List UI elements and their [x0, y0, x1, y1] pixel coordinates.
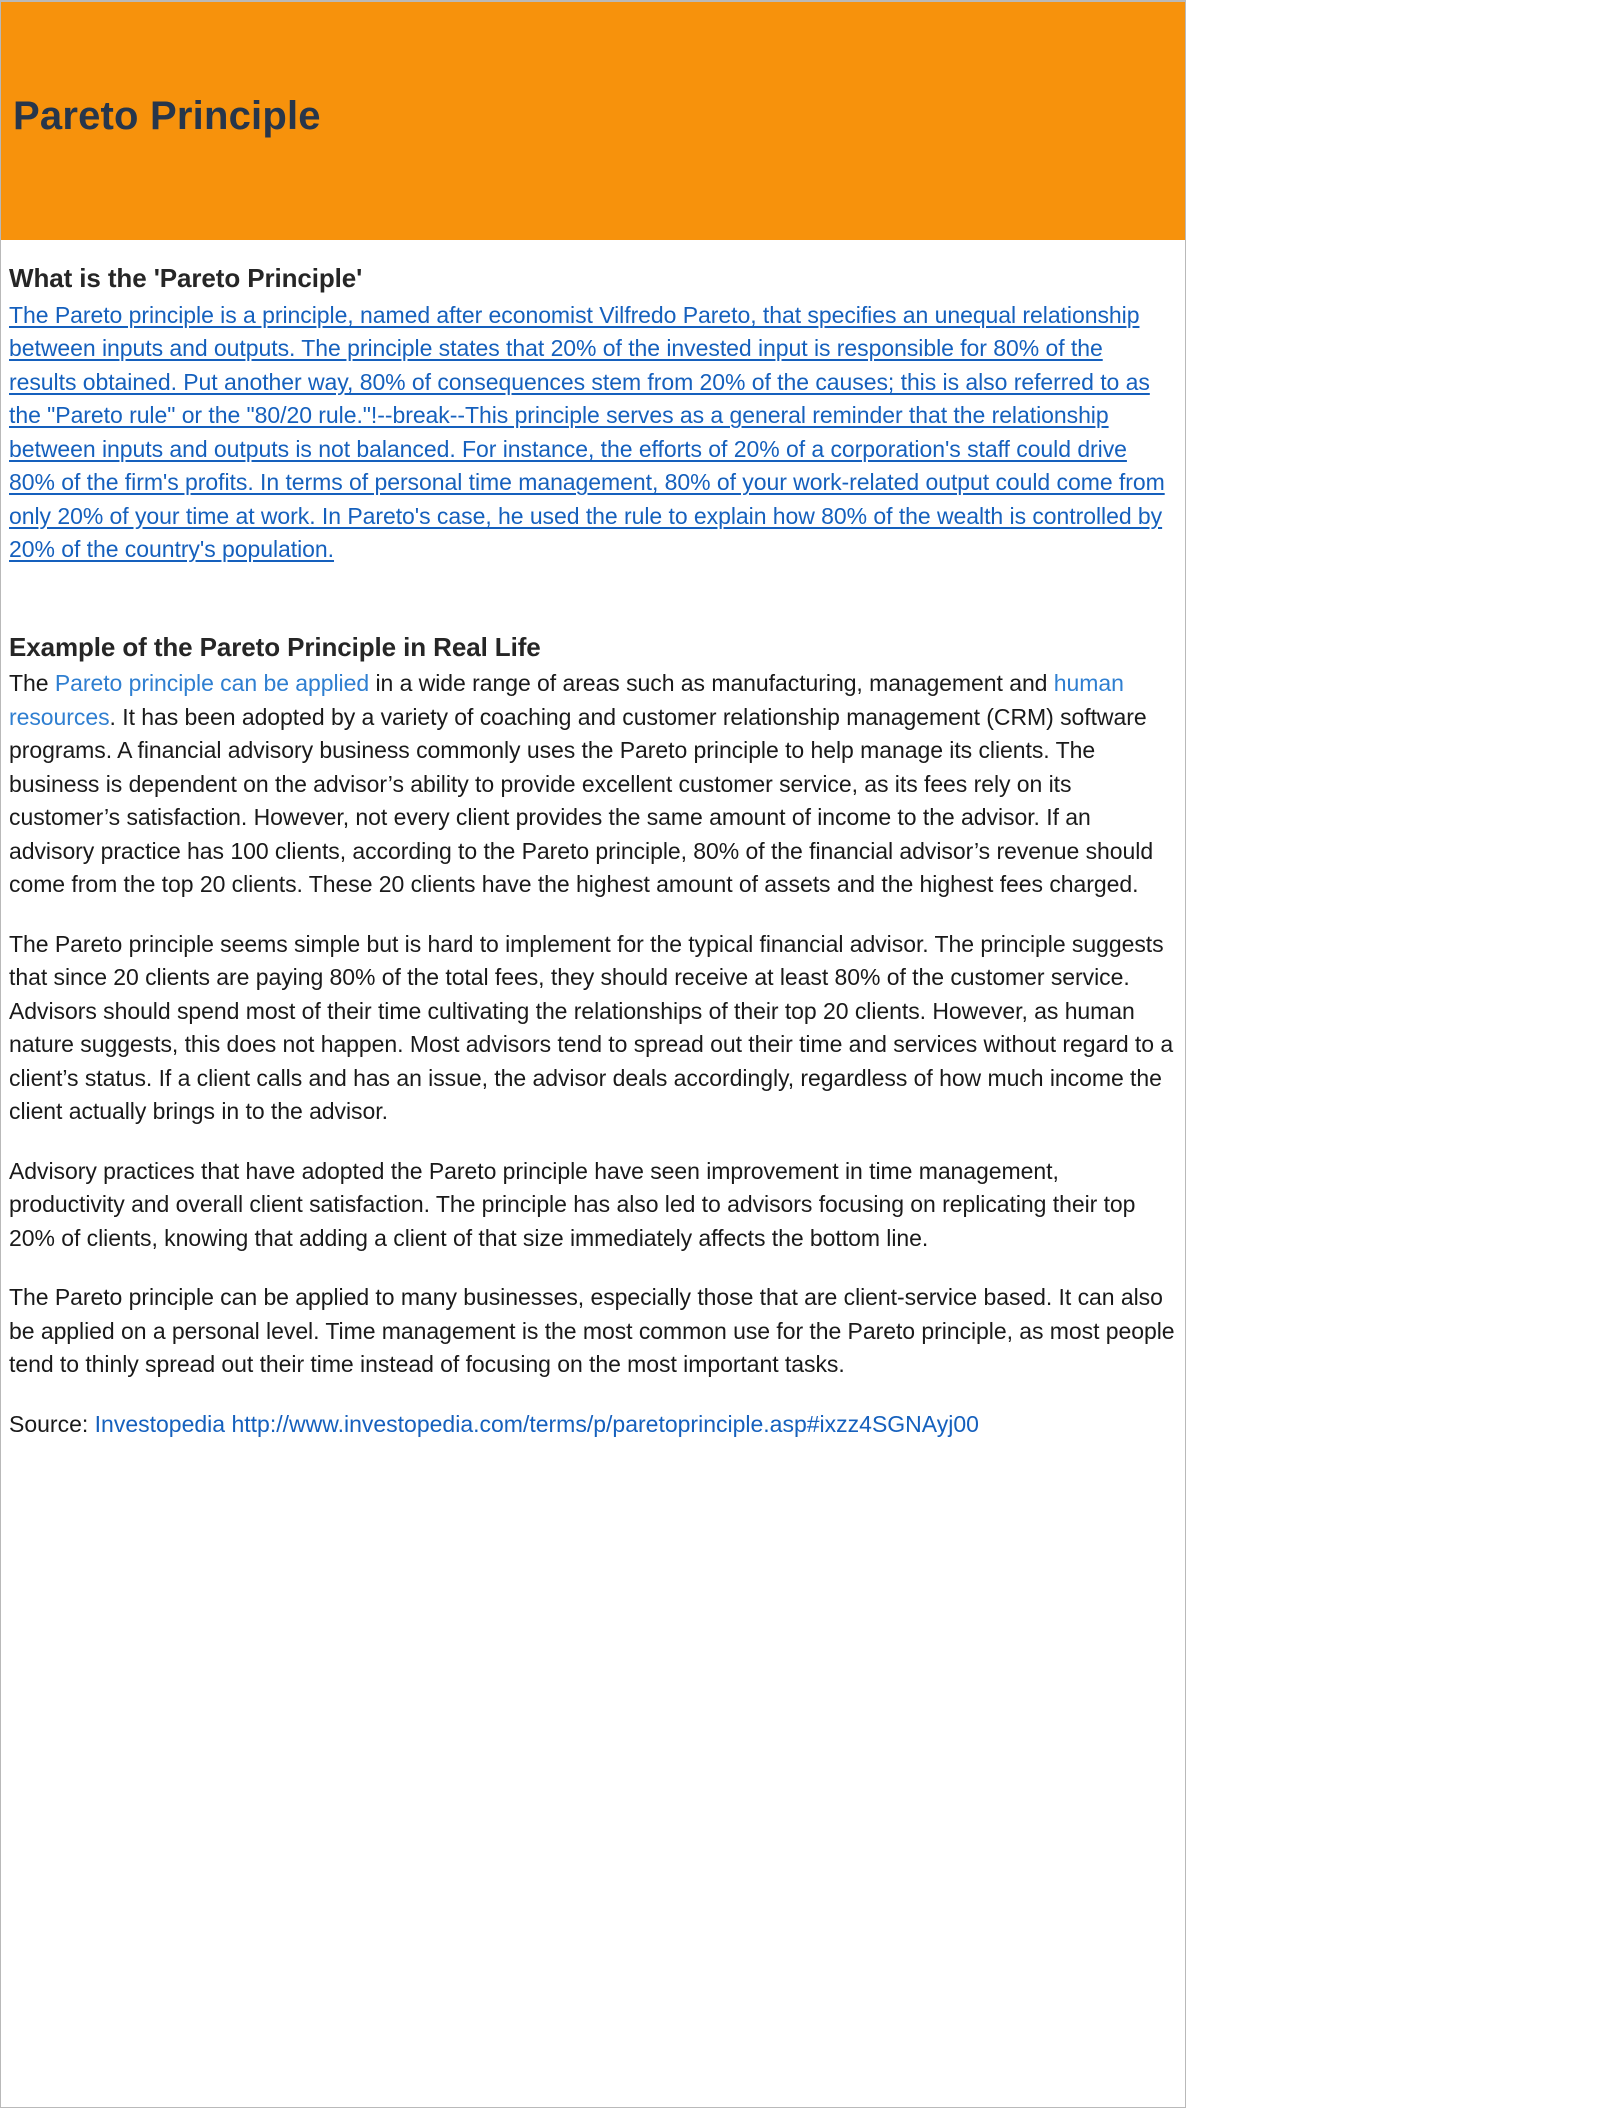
investopedia-source-link[interactable]: Investopedia http://www.investopedia.com/terms/p/paretoprinciple.asp#ixzz4SGNAyj00 [94, 1410, 979, 1437]
paragraph-many-businesses: The Pareto principle can be applied to many businesses, especially those that are client-service based. It can also be applied on a personal level. Time management is the most common use for the Pareto principle, as most people tend to thinly spread out their time instead of focusing on the most important tasks. [9, 1284, 1175, 1377]
page-banner [1, 2, 1185, 240]
pareto-principle-applied-link[interactable]: Pareto principle can be applied [54, 670, 370, 696]
definition-link[interactable]: The Pareto principle is a principle, named after economist Vilfredo Pareto, that specifies an unequal relationship between inputs and outputs. The principle states that 20% of the invested input is responsible for 80% of the results obtained. Put another way, 80% of consequences stem from 20% of the causes; this is also referred to as the "Pareto rule" or the "80/20 rule."!--break--This principle serves as a general reminder that the relationship between inputs and outputs is not balanced. For instance, the efforts of 20% of a corporation's staff could drive 80% of the firm's profits. In terms of personal time management, 80% of your work-related output could come from only 20% of your time at work. In Pareto's case, he used the rule to explain how 80% of the wealth is controlled by 20% of the country's population. [9, 301, 1165, 562]
paragraph-example-intro [9, 667, 1175, 902]
paragraph-advisory-practices: Advisory practices that have adopted the Pareto principle have seen improvement in time management, productivity and overall client satisfaction. The principle has also led to advisors focusing on replicating their top 20% of clients, knowing that adding a client of that size immediately affects the bottom line. [9, 1157, 1136, 1251]
text-run: . It has been adopted by a variety of coaching and customer relationship management (CRM) software programs. A financial advisory business commonly uses the Pareto principle to help manage its clients. The business is dependent on the advisor’s ability to provide excellent customer service, as its fees rely on its customer’s satisfaction. However, not every client provides the same amount of income to the advisor. If an advisory practice has 100 clients, according to the Pareto principle, 80% of the financial advisor’s revenue should come from the top 20 clients. These 20 clients have the highest amount of assets and the highest fees charged. [9, 703, 1154, 897]
source-line [9, 1408, 1175, 1441]
paragraph-definition [9, 299, 1175, 567]
section-heading-example: Example of the Pareto Principle in Real Life [9, 631, 541, 662]
paragraph-implementation: The Pareto principle seems simple but is hard to implement for the typical financial advisor. The principle suggests that since 20 clients are paying 80% of the total fees, they should receive at least 80% of the customer service. Advisors should spend most of their time cultivating the relationships of their top 20 clients. However, as human nature suggests, this does not happen. Most advisors tend to spread out their time and services without regard to a client’s status. If a client calls and has an issue, the advisor deals accordingly, regardless of how much income the client actually brings in to the advisor. [9, 930, 1174, 1124]
section-heading-what-is: What is the 'Pareto Principle' [9, 263, 363, 293]
source-label: Source: [9, 1410, 95, 1437]
text-run: The [9, 670, 55, 696]
document-content [1, 240, 1185, 1441]
human-resources-link[interactable]: human resources [9, 670, 1124, 730]
text-run: in a wide range of areas such as manufacturing, management and [369, 670, 1054, 696]
section-spacer [9, 597, 1175, 631]
page-title: Pareto Principle [13, 94, 321, 138]
